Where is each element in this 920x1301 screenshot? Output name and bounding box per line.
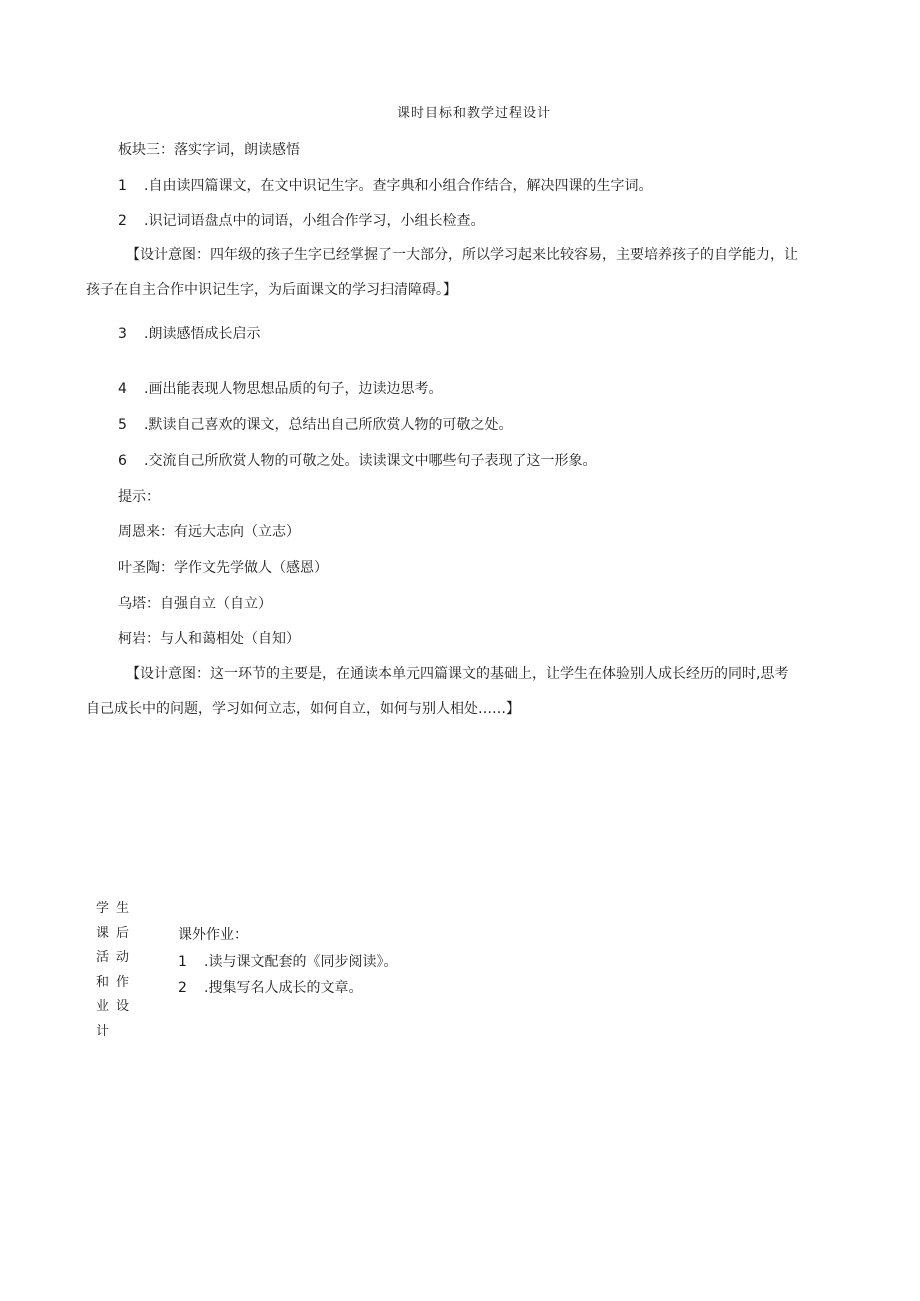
step-number: 5 [118,417,127,433]
step-text: .画出能表现人物思想品质的句子，边读边思考。 [144,381,443,397]
step-number: 1 [118,178,127,194]
side-label-char: 课 [96,925,110,941]
design-note-line: 孩子在自主合作中识记生字，为后面课文的学习扫清障碍。】 [86,282,457,298]
design-note-line: 【设计意图：这一环节的主要是，在通读本单元四篇课文的基础上，让学生在体验别人成长经历的同时,思考 [126,666,789,682]
step-number: 6 [118,453,127,469]
step-text: .默读自己喜欢的课文，总结出自己所欣赏人物的可敬之处。 [144,417,513,433]
homework-text: .搜集写名人成长的文章。 [204,980,363,996]
side-label-row [96,922,130,947]
side-label-char: 动 [116,950,130,966]
side-label-row [96,1020,130,1045]
hint-item: 周恩来：有远大志向（立志） [118,524,300,540]
side-label-row [96,897,130,922]
step-number: 2 [118,213,127,229]
design-note-line: 【设计意图：四年级的孩子生字已经掌握了一大部分，所以学习起来比较容易，主要培养孩子的自学能力，让 [126,247,798,263]
design-note-1 [86,238,866,308]
side-label-char: 后 [116,925,130,941]
homework-number: 1 [178,954,187,970]
homework-side-label [96,897,136,1045]
side-label-char: 生 [116,901,130,916]
step-text: .朗读感悟成长启示 [144,326,261,342]
step-item-5 [118,416,512,434]
step-item-1 [118,177,652,195]
hint-item: 柯岩：与人和蔼相处（自知） [118,631,300,647]
design-note-line: 自己成长中的问题，学习如何立志，如何自立，如何与别人相处……】 [86,701,520,717]
side-label-char: 业 [96,999,110,1015]
homework-text: .读与课文配套的《同步阅读》。 [204,954,398,970]
side-label-char [116,1020,130,1045]
homework-item-2 [178,979,362,997]
step-item-4 [118,380,442,398]
side-label-char: 设 [116,999,130,1015]
side-label-char: 学 [96,901,110,916]
page-title: 课时目标和教学过程设计 [396,106,551,121]
side-label-char: 作 [116,974,130,990]
section-heading: 板块三：落实字词，朗读感悟 [118,142,300,158]
step-item-3 [118,325,260,343]
step-number: 3 [118,326,127,342]
step-number: 4 [118,381,127,397]
hint-item: 乌塔：自强自立（自立） [118,596,272,612]
side-label-row [96,995,130,1020]
step-item-6 [118,452,596,470]
side-label-row [96,971,130,996]
design-note-2 [86,657,866,727]
hint-item: 叶圣陶：学作文先学做人（感恩） [118,560,328,576]
side-label-char: 活 [96,950,110,966]
step-text: .交流自己所欣赏人物的可敬之处。读读课文中哪些句子表现了这一形象。 [144,453,597,469]
homework-item-1 [178,953,397,971]
hint-label: 提示： [118,489,160,505]
side-label-char: 计 [96,1023,110,1039]
step-text: .识记词语盘点中的词语，小组合作学习，小组长检查。 [144,213,485,229]
step-text: .自由读四篇课文，在文中识记生字。查字典和小组合作结合，解决四课的生字词。 [144,178,653,194]
homework-number: 2 [178,980,187,996]
side-label-row [96,946,130,971]
side-label-char: 和 [96,974,110,990]
step-item-2 [118,212,484,230]
homework-title: 课外作业： [178,927,248,943]
